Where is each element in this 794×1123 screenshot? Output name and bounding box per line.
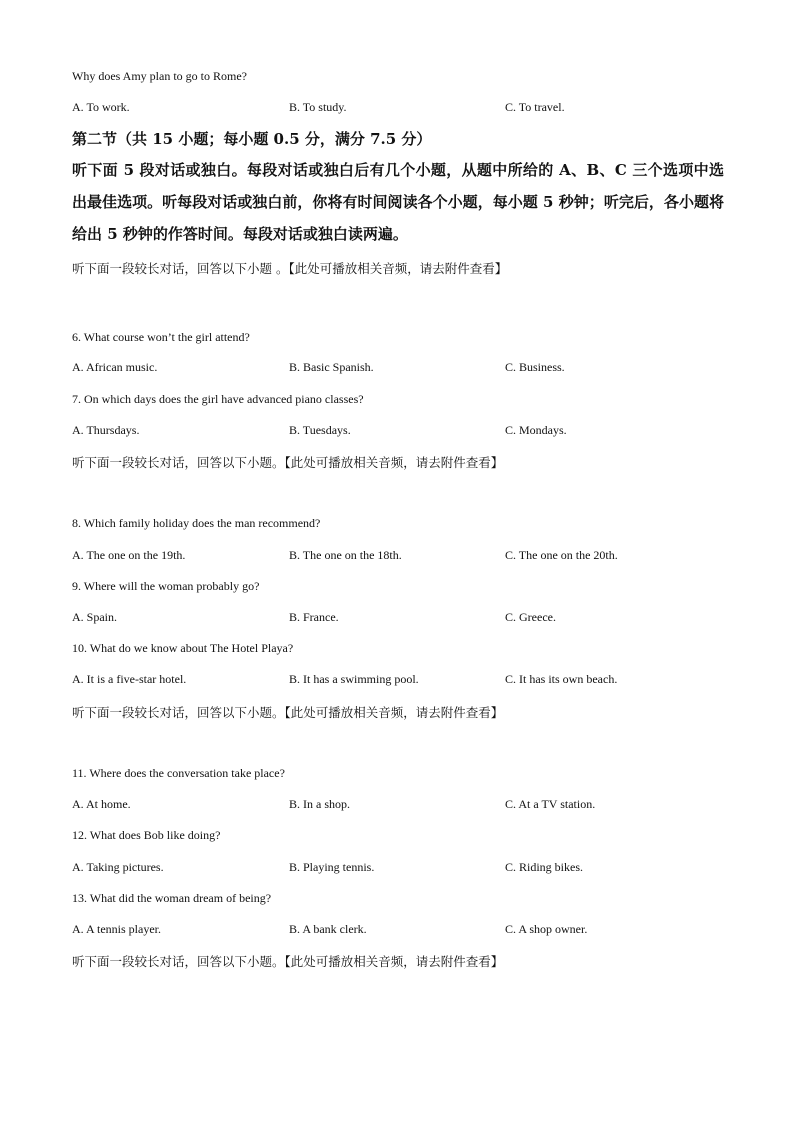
q13-option-c: C. A shop owner.	[505, 922, 588, 936]
q8-option-c: C. The one on the 20th.	[505, 548, 618, 562]
q5-option-a: A. To work.	[72, 100, 130, 114]
q11-option-c: C. At a TV station.	[505, 797, 596, 811]
q10-option-b: B. It has a swimming pool.	[289, 672, 419, 686]
question-5: Why does Amy plan to go to Rome?	[72, 69, 247, 83]
question-6: 6. What course won’t the girl attend?	[72, 330, 250, 344]
q9-option-c: C. Greece.	[505, 610, 556, 624]
listening-prompt: 听下面一段较长对话，回答以下小题 。【此处可播放相关音频，请去附件查看】	[72, 261, 508, 276]
question-11: 11. Where does the conversation take place?	[72, 766, 285, 780]
q6-option-c: C. Business.	[505, 360, 565, 374]
q8-option-a: A. The one on the 19th.	[72, 548, 186, 562]
q10-option-c: C. It has its own beach.	[505, 672, 618, 686]
question-9: 9. Where will the woman probably go?	[72, 579, 260, 593]
section-instructions: 听下面 5 段对话或独白。每段对话或独白后有几个小题，从题中所给的 A、B、C 三个选项中选出最佳选项。听每段对话或独白前，你将有时间阅读各个小题，每小题 5 秒钟；听完后，各小题将给出 5 秒钟的作答时间。每段对话或独白读两遍。	[72, 161, 724, 243]
q13-option-b: B. A bank clerk.	[289, 922, 367, 936]
q5-option-b: B. To study.	[289, 100, 347, 114]
q5-option-c: C. To travel.	[505, 100, 565, 114]
q7-option-a: A. Thursdays.	[72, 423, 140, 437]
q6-option-b: B. Basic Spanish.	[289, 360, 374, 374]
question-7: 7. On which days does the girl have advanced piano classes?	[72, 392, 364, 406]
q10-option-a: A. It is a five-star hotel.	[72, 672, 187, 686]
q8-option-b: B. The one on the 18th.	[289, 548, 402, 562]
q6-option-a: A. African music.	[72, 360, 158, 374]
q11-option-b: B. In a shop.	[289, 797, 350, 811]
q13-option-a: A. A tennis player.	[72, 922, 161, 936]
q12-option-c: C. Riding bikes.	[505, 860, 584, 874]
q7-option-b: B. Tuesdays.	[289, 423, 351, 437]
question-8: 8. Which family holiday does the man recommend?	[72, 516, 321, 530]
listening-prompt: 听下面一段较长对话，回答以下小题。【此处可播放相关音频，请去附件查看】	[72, 705, 504, 720]
q11-option-a: A. At home.	[72, 797, 131, 811]
listening-prompt: 听下面一段较长对话，回答以下小题。【此处可播放相关音频，请去附件查看】	[72, 455, 504, 470]
q12-option-a: A. Taking pictures.	[72, 860, 164, 874]
question-13: 13. What did the woman dream of being?	[72, 891, 272, 905]
question-12: 12. What does Bob like doing?	[72, 828, 221, 842]
q9-option-b: B. France.	[289, 610, 339, 624]
listening-prompt: 听下面一段较长对话，回答以下小题。【此处可播放相关音频，请去附件查看】	[72, 954, 504, 969]
q9-option-a: A. Spain.	[72, 610, 117, 624]
q12-option-b: B. Playing tennis.	[289, 860, 375, 874]
q7-option-c: C. Mondays.	[505, 423, 567, 437]
section-heading: 第二节（共 15 小题；每小题 0.5 分，满分 7.5 分）	[72, 130, 432, 148]
question-10: 10. What do we know about The Hotel Playa?	[72, 641, 294, 655]
